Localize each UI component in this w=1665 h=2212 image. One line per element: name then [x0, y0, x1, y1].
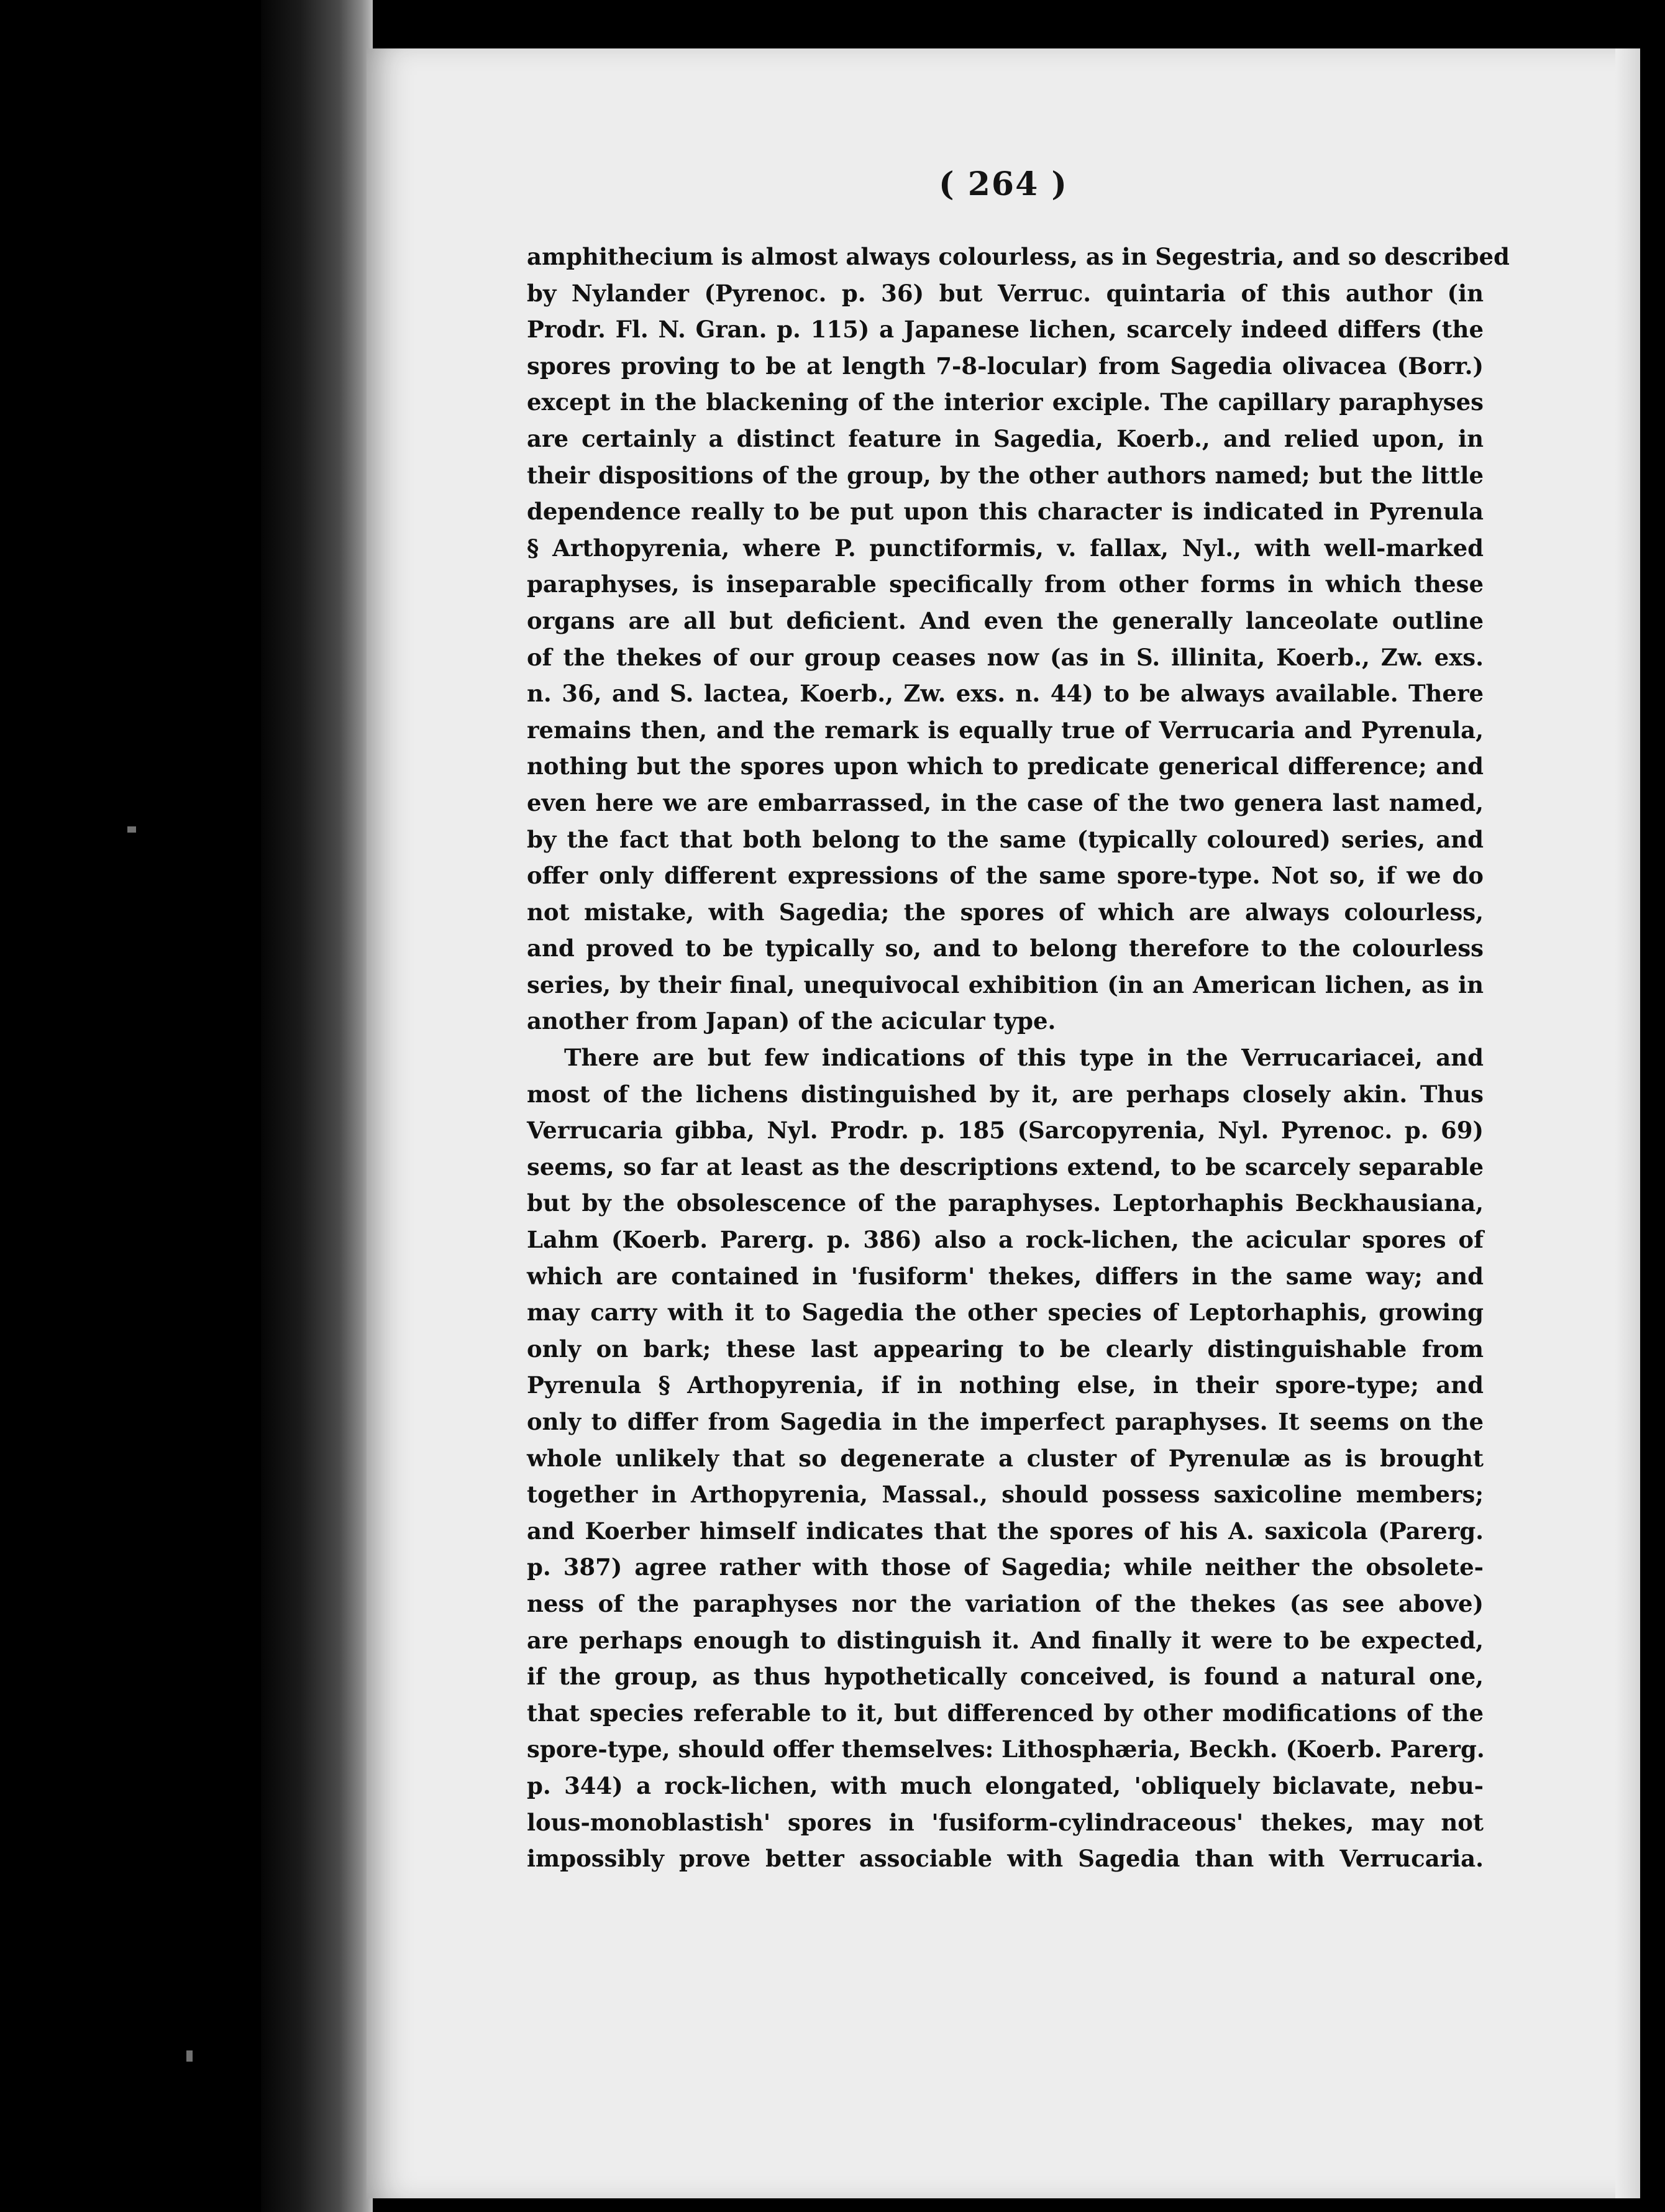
text-line: p. 387) agree rather with those of Sagedia; while neither the obsolete-	[527, 1553, 1484, 1581]
text-line: organs are all but deficient. And even the generally lanceolate outline	[527, 606, 1484, 634]
text-line: are certainly a distinct feature in Sagedia, Koerb., and relied upon, in	[527, 424, 1484, 452]
text-line: by Nylander (Pyrenoc. p. 36) but Verruc. quintaria of this author (in	[527, 279, 1484, 307]
text-line: only on bark; these last appearing to be clearly distinguishable from	[527, 1335, 1484, 1363]
text-line: Pyrenula § Arthopyrenia, if in nothing else, in their spore-type; and	[527, 1371, 1484, 1399]
text-line: if the group, as thus hypothetically conceived, is found a natural one,	[527, 1663, 1484, 1691]
text-line: lous-monoblastish' spores in 'fusiform-cylindraceous' thekes, may not	[527, 1808, 1484, 1836]
text-line: of the thekes of our group ceases now (as in S. illinita, Koerb., Zw. exs.	[527, 643, 1484, 671]
text-line: and Koerber himself indicates that the spores of his A. saxicola (Parerg.	[527, 1517, 1484, 1545]
text-line: impossibly prove better associable with Sagedia than with Verrucaria.	[527, 1845, 1484, 1873]
text-line: offer only different expressions of the same spore-type. Not so, if we do	[527, 862, 1484, 890]
scan-speck	[186, 2050, 193, 2062]
text-line: spore-type, should offer themselves: Lithosphæria, Beckh. (Koerb. Parerg.	[527, 1735, 1485, 1763]
text-line: Prodr. Fl. N. Gran. p. 115) a Japanese lichen, scarcely indeed differs (the	[527, 316, 1484, 344]
text-line: whole unlikely that so degenerate a cluster of Pyrenulæ as is brought	[527, 1444, 1484, 1472]
book-spine-edge	[261, 0, 373, 2212]
text-line: except in the blackening of the interior exciple. The capillary paraphyses	[527, 388, 1484, 416]
text-line: remains then, and the remark is equally true of Verrucaria and Pyrenula,	[527, 716, 1484, 744]
text-line: p. 344) a rock-lichen, with much elongated, 'obliquely biclavate, nebu-	[527, 1771, 1484, 1799]
text-line: paraphyses, is inseparable specifically from other forms in which these	[527, 570, 1484, 598]
scan-speck	[127, 826, 136, 833]
text-line: most of the lichens distinguished by it, are perhaps closely akin. Thus	[527, 1080, 1484, 1108]
text-line: § Arthopyrenia, where P. punctiformis, v. fallax, Nyl., with well-marked	[527, 534, 1484, 562]
text-line: and proved to be typically so, and to belong therefore to the colourless	[527, 935, 1484, 962]
text-line: n. 36, and S. lactea, Koerb., Zw. exs. n. 44) to be always available. There	[527, 680, 1484, 708]
text-line: only to differ from Sagedia in the imperfect paraphyses. It seems on the	[527, 1408, 1484, 1435]
text-line: by the fact that both belong to the same (typically coloured) series, and	[527, 825, 1484, 853]
text-line: ness of the paraphyses nor the variation of the thekes (as see above)	[527, 1589, 1484, 1617]
text-line: not mistake, with Sagedia; the spores of which are always colourless,	[527, 898, 1484, 926]
text-line: their dispositions of the group, by the other authors named; but the little	[527, 461, 1484, 489]
text-line: even here we are embarrassed, in the case of the two genera last named,	[527, 788, 1484, 816]
text-line: may carry with it to Sagedia the other species of Leptorhaphis, growing	[527, 1299, 1484, 1327]
text-line: nothing but the spores upon which to predicate generical difference; and	[527, 752, 1484, 780]
text-line: Verrucaria gibba, Nyl. Prodr. p. 185 (Sarcopyrenia, Nyl. Pyrenoc. p. 69)	[527, 1117, 1484, 1145]
text-line: amphithecium is almost always colourless, as in Segestria, and so described	[527, 243, 1510, 270]
text-line: together in Arthopyrenia, Massal., should possess saxicoline members;	[527, 1481, 1484, 1509]
text-line: that species referable to it, but differenced by other modifications of the	[527, 1699, 1484, 1727]
book-page	[367, 48, 1640, 2198]
text-line: Lahm (Koerb. Parerg. p. 386) also a rock-lichen, the acicular spores of	[527, 1226, 1484, 1254]
text-line: but by the obsolescence of the paraphyses. Leptorhaphis Beckhausiana,	[527, 1189, 1484, 1217]
paragraph-end-line: another from Japan) of the acicular type.	[527, 1007, 1056, 1035]
page-right-margin	[1615, 48, 1640, 2198]
text-line: seems, so far at least as the descriptions extend, to be scarcely separable	[527, 1153, 1484, 1181]
text-line: which are contained in 'fusiform' thekes, differs in the same way; and	[527, 1262, 1484, 1290]
text-line: series, by their final, unequivocal exhibition (in an American lichen, as in	[527, 971, 1484, 999]
text-line: dependence really to be put upon this character is indicated in Pyrenula	[527, 498, 1484, 526]
page-number: ( 264 )	[939, 165, 1068, 203]
body-text	[527, 239, 1510, 1877]
text-line: spores proving to be at length 7-8-locular) from Sagedia olivacea (Borr.)	[527, 352, 1484, 380]
text-line: are perhaps enough to distinguish it. And finally it were to be expected,	[527, 1626, 1484, 1654]
paragraph-start-line: There are but few indications of this type in the Verrucariacei, and	[564, 1044, 1484, 1072]
